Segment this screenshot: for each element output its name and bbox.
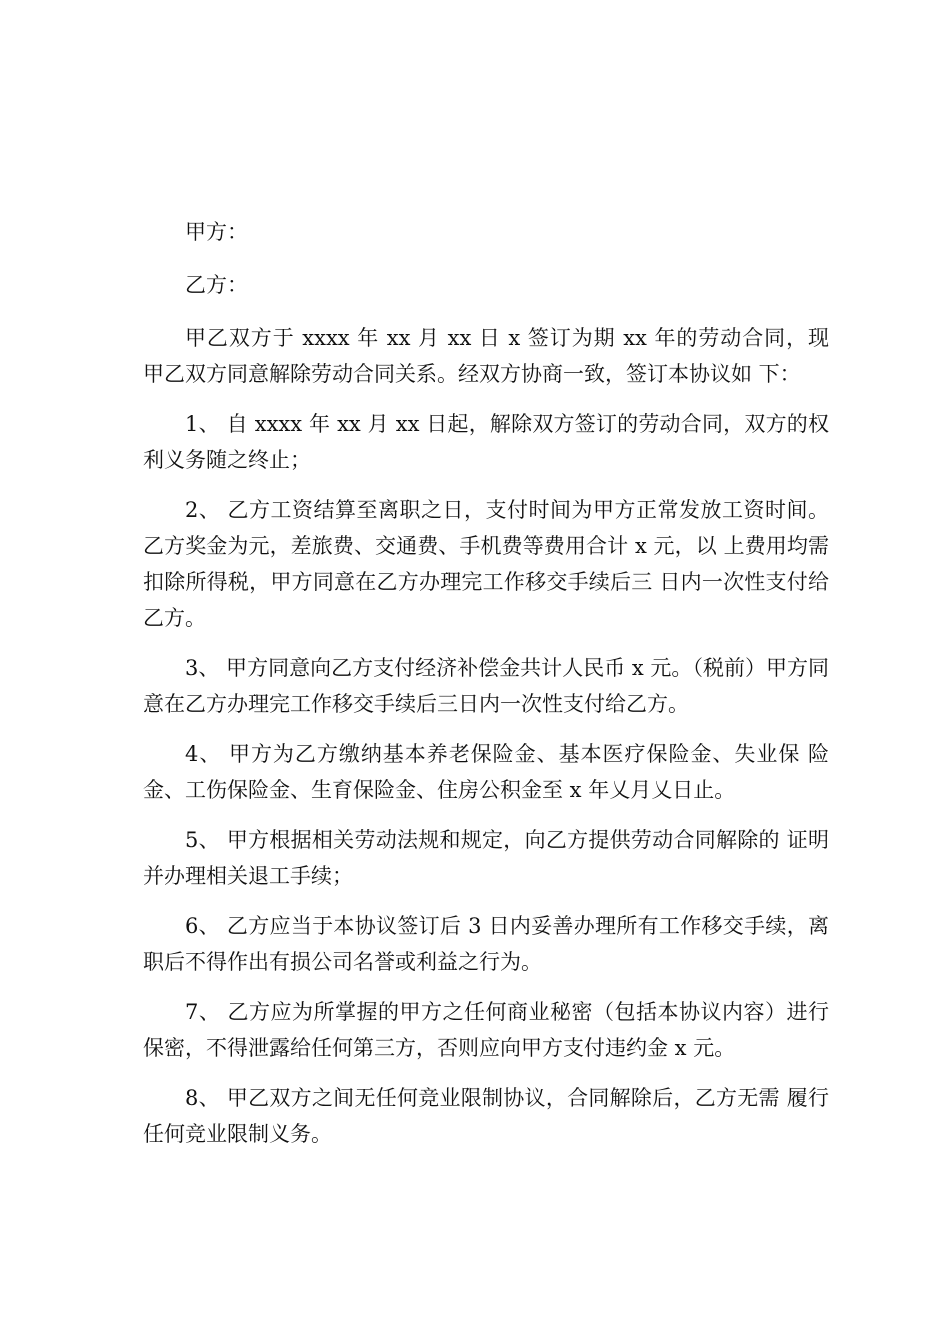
clause-7: 7、 乙方应为所掌握的甲方之任何商业秘密（包括本协议内容）进行保密，不得泄露给任何第三方，否则应向甲方支付违约金 x 元。	[143, 1000, 829, 1060]
clause-1: 1、 自 xxxx 年 xx 月 xx 日起，解除双方签订的劳动合同，双方的权利义务随之终止；	[143, 412, 829, 472]
intro-paragraph: 甲乙双方于 xxxx 年 xx 月 xx 日 x 签订为期 xx 年的劳动合同，现 甲乙双方同意解除劳动合同关系。经双方协商一致，签订本协议如 下：	[143, 326, 829, 386]
party-a-label: 甲方：	[185, 220, 248, 244]
clause-4: 4、 甲方为乙方缴纳基本养老保险金、基本医疗保险金、失业保 险金、工伤保险金、生育保险金、住房公积金至 x 年乂月乂日止。	[143, 742, 829, 802]
clause-2: 2、 乙方工资结算至离职之日，支付时间为甲方正常发放工资时间。乙方奖金为元，差旅费、交通费、手机费等费用合计 x 元，以 上费用均需扣除所得税，甲方同意在乙方办理完工作移交手续后三 日内一次性支付给乙方。	[143, 498, 829, 630]
clause-6: 6、 乙方应当于本协议签订后 3 日内妥善办理所有工作移交手续，离职后不得作出有损公司名誉或利益之行为。	[143, 914, 829, 974]
party-b-label: 乙方：	[185, 273, 248, 297]
document-body	[143, 214, 829, 1166]
clause-8: 8、 甲乙双方之间无任何竞业限制协议，合同解除后，乙方无需 履行任何竞业限制义务。	[143, 1086, 829, 1146]
clause-5: 5、 甲方根据相关劳动法规和规定，向乙方提供劳动合同解除的 证明并办理相关退工手续；	[143, 828, 829, 888]
clause-3: 3、 甲方同意向乙方支付经济补偿金共计人民币 x 元。（税前）甲方同意在乙方办理完工作移交手续后三日内一次性支付给乙方。	[143, 656, 829, 716]
